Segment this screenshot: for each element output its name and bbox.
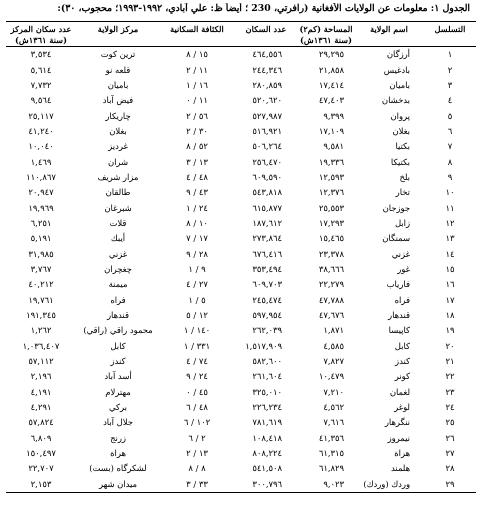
- table-row: [6, 108, 476, 123]
- table-row: [6, 62, 476, 77]
- cell-center: زرنج: [110, 432, 126, 443]
- table-row: [6, 216, 476, 231]
- header-center-population-note: (سنة ١٣٦١ش): [15, 35, 67, 45]
- cell-density: ١٥ / ٨: [186, 49, 208, 60]
- table-body: [6, 47, 476, 493]
- cell-center: مهترلام: [105, 386, 131, 397]
- cell-population: ٦٧٦,٤١٦: [252, 248, 282, 259]
- cell-area: ٢٩,٢٩٥: [318, 49, 344, 60]
- cell-center-population: ١,٠٣٦,٤٠٧: [22, 340, 60, 351]
- cell-density: ١٢ / ٥: [186, 310, 208, 321]
- cell-center: جلال آباد: [103, 417, 133, 428]
- cell-center: غزني: [108, 248, 128, 259]
- cell-province: بكتيكا: [390, 156, 410, 167]
- cell-population: ٣٢٥,٠١٠: [252, 386, 282, 397]
- cell-center-population: ٢٥,١١٧: [28, 110, 54, 121]
- cell-area: ٢٥,٥٥٣: [318, 202, 344, 213]
- cell-serial: ٢٦: [445, 432, 455, 443]
- header-serial: التسلسل: [434, 24, 466, 34]
- provinces-table: [6, 21, 476, 493]
- table-row: [6, 385, 476, 400]
- cell-serial: ١٨: [445, 310, 455, 321]
- cell-province: پروان: [390, 110, 410, 121]
- cell-density: ٤٨ / ٦: [186, 402, 208, 413]
- cell-area: ١٢,٥٩٣: [318, 171, 344, 182]
- cell-population: ٥٤١,٥٠٨: [252, 463, 282, 474]
- cell-population: ٣٠٠,٧٩٦: [252, 478, 282, 489]
- table-row: [6, 246, 476, 261]
- cell-population: ٥٩٧,٩٥٤: [252, 310, 282, 321]
- cell-center: ميدان شهر: [98, 478, 138, 489]
- cell-serial: ٢٥: [445, 417, 455, 428]
- cell-center: ترين كوت: [100, 49, 136, 60]
- cell-center: چاريكار: [105, 110, 131, 121]
- cell-center-population: ٥٧,٨٢٤: [28, 417, 54, 428]
- cell-center: محمود راقي (راقي): [83, 325, 153, 336]
- cell-province: كابل: [394, 340, 410, 351]
- cell-area: ١٠,٤٧٩: [318, 371, 344, 382]
- cell-center-population: ٣١,٩٨٥: [28, 248, 54, 259]
- header-density: الكثافة السكانية: [170, 24, 224, 34]
- cell-population: ٢٨٠,٨٥٩: [252, 79, 282, 90]
- cell-province: فراه: [394, 294, 410, 305]
- cell-province: بلخ: [399, 171, 410, 182]
- cell-center-population: ١٥٠,٤٩٧: [26, 448, 56, 459]
- cell-center-population: ١٩,٩٦٩: [28, 202, 54, 213]
- table-caption: الجدول ١: معلومات عن الولايات الأفغانية (رافرتي، 230 ؛ أيضاً ظ: علي آبادي، ١٩٩٢-١٩٩٣؛ محجوب، ٣٠):: [57, 3, 470, 14]
- cell-density: ٧٤ / ٤: [186, 356, 208, 367]
- cell-center: چغچران: [104, 263, 132, 274]
- cell-density: ١٦ / ١: [186, 79, 208, 90]
- cell-serial: ٦: [447, 125, 453, 136]
- cell-center-population: ٣,٧٦٧: [30, 263, 52, 274]
- cell-area: ١٩,٣٣٦: [318, 156, 344, 167]
- cell-population: ٢٥٦,٤٧٠: [252, 156, 282, 167]
- cell-area: ٧,٦١٦: [323, 417, 344, 428]
- cell-serial: ١٧: [445, 294, 455, 305]
- cell-center-population: ٧,٧٣٢: [30, 79, 52, 90]
- cell-population: ٥٤٣,٨١٨: [252, 187, 282, 198]
- cell-center: طالقان: [105, 187, 131, 198]
- cell-density: ٢٤ / ١: [186, 202, 208, 213]
- cell-province: وردك (وردك): [363, 478, 410, 489]
- header-center-population: عدد سكان المركز: [10, 24, 72, 34]
- cell-center: غرديز: [108, 141, 128, 152]
- cell-province: هراة: [394, 448, 410, 459]
- cell-population: ٢٧٣,٨٦٤: [252, 233, 282, 244]
- cell-density: ١٤٠ / ١: [183, 325, 211, 336]
- cell-serial: ٢: [447, 64, 453, 75]
- table-row: [6, 339, 476, 354]
- cell-area: ١٢,٣٧٦: [318, 187, 344, 198]
- header-province: اسم الولاية: [370, 24, 408, 34]
- cell-area: ٩,٥٨١: [323, 141, 344, 152]
- cell-population: ١٨٧,٦١٢: [252, 217, 282, 228]
- cell-population: ٥٢٠,٦٢٠: [252, 95, 282, 106]
- cell-area: ٢١,٨٥٨: [318, 64, 344, 75]
- cell-province: غور: [397, 263, 410, 274]
- cell-serial: ١٣: [445, 233, 455, 244]
- cell-serial: ٩: [447, 171, 453, 182]
- cell-center-population: ١,٤٦٩: [30, 156, 52, 167]
- cell-density: ٣٣١ / ١: [183, 340, 211, 351]
- cell-area: ١٧,٢٩٣: [318, 217, 344, 228]
- cell-area: ١٧,١٠٩: [318, 125, 344, 136]
- table-row: [6, 124, 476, 139]
- cell-serial: ١٦: [445, 279, 455, 290]
- cell-province: قندهار: [388, 310, 410, 321]
- cell-density: ٤٣ / ٩: [186, 187, 208, 198]
- cell-center: قلعه نو: [105, 64, 131, 75]
- cell-center: بركي: [109, 402, 127, 413]
- header-area: المساحة (كم٢): [299, 24, 353, 34]
- cell-center-population: ٤٠,٢١٢: [28, 279, 54, 290]
- cell-center-population: ١٠,٠٤٠: [28, 141, 54, 152]
- cell-serial: ١٠: [445, 187, 455, 198]
- table-row: [6, 431, 476, 446]
- header-row-notes: [6, 35, 476, 47]
- cell-center-population: ٢٢,٧٠٧: [28, 463, 54, 474]
- cell-province: زابل: [394, 217, 410, 228]
- cell-province: بكتيا: [395, 141, 410, 152]
- cell-population: ٣٥٣,٤٩٤: [252, 263, 282, 274]
- table-row: [6, 369, 476, 384]
- cell-center: قلات: [109, 217, 127, 228]
- cell-center: أسد آباد: [104, 371, 132, 382]
- cell-area: ٢٢,٢٧٩: [318, 279, 344, 290]
- cell-density: ٢٨ / ٩: [186, 248, 208, 259]
- cell-province: بدخشان: [381, 95, 410, 106]
- cell-area: ٤٧,٦٧٦: [318, 310, 344, 321]
- cell-serial: ٨: [447, 156, 453, 167]
- cell-population: ٢٢٦,٢٣٤: [252, 402, 282, 413]
- cell-center: باميان: [107, 79, 129, 90]
- cell-province: كندز: [395, 356, 410, 367]
- cell-serial: ٧: [447, 141, 453, 152]
- cell-density: ٢ / ٦: [188, 432, 206, 443]
- cell-population: ٤٦٤,٥٥٦: [252, 49, 282, 60]
- cell-province: أرزگان: [386, 49, 410, 60]
- cell-center-population: ١,٢٦٢: [30, 325, 52, 336]
- cell-serial: ٢١: [445, 356, 455, 367]
- cell-province: بغلان: [392, 125, 410, 136]
- cell-center-population: ٣,٥٣٤: [30, 49, 52, 60]
- cell-population: ٦٠٩,٧٠٣: [252, 279, 282, 290]
- cell-area: ٤٧,٤٠٣: [318, 95, 344, 106]
- cell-center-population: ١٩,٧٦١: [28, 294, 54, 305]
- cell-center-population: ٥,٦١٤: [30, 64, 52, 75]
- cell-province: لغمان: [389, 386, 410, 397]
- cell-serial: ٢٩: [445, 478, 455, 489]
- header-area-note: (سنة ١٣٦١ش): [300, 35, 352, 45]
- cell-province: لوغر: [394, 402, 410, 413]
- cell-population: ٧٨١,٦١٩: [252, 417, 282, 428]
- table-row: [6, 185, 476, 200]
- cell-serial: ١: [447, 49, 453, 60]
- table-row: [6, 78, 476, 93]
- cell-population: ٥٨٢,٦٠٠: [252, 356, 282, 367]
- table-row: [6, 231, 476, 246]
- cell-area: ٦١,٨٢٩: [318, 463, 344, 474]
- cell-area: ٣٨,٦٦٦: [318, 263, 344, 274]
- cell-density: ١٠٢ / ٦: [183, 417, 211, 428]
- cell-area: ٩,٠٢٣: [323, 478, 344, 489]
- table-row: [6, 262, 476, 277]
- cell-density: ٨ / ٨: [188, 463, 206, 474]
- cell-population: ٢٤٥,٤٧٤: [252, 294, 282, 305]
- cell-serial: ١٩: [445, 325, 455, 336]
- cell-serial: ٢٨: [445, 463, 455, 474]
- cell-province: كونر: [394, 371, 410, 382]
- cell-serial: ٢٧: [445, 448, 455, 459]
- table-row: [6, 415, 476, 430]
- cell-density: ٣٣ / ٣: [186, 478, 208, 489]
- cell-center: فيض آباد: [102, 95, 134, 106]
- cell-province: ننگرهار: [384, 417, 410, 428]
- cell-density: ١٧ / ٧: [186, 233, 208, 244]
- cell-province: نيمروز: [387, 432, 410, 443]
- cell-population: ٦١٥,٨٧٧: [252, 202, 282, 213]
- table-row: [6, 446, 476, 461]
- cell-province: غزني: [391, 248, 410, 259]
- cell-population: ١,٥١٧,٩٠٩: [245, 340, 282, 351]
- cell-population: ٥٠٦,٢٦٤: [252, 141, 282, 152]
- cell-serial: ٣: [447, 79, 453, 90]
- cell-population: ٦٠٩,٥٩٠: [252, 171, 282, 182]
- cell-population: ٢٤٤,٣٤٦: [252, 64, 282, 75]
- cell-province: تخار: [395, 187, 410, 198]
- cell-area: ٦١,٣١٥: [318, 448, 344, 459]
- header-row: [6, 22, 476, 36]
- cell-area: ٤٧,٧٨٨: [318, 294, 344, 305]
- header-population: عدد السكان: [245, 24, 287, 34]
- cell-center: شبرغان: [104, 202, 132, 213]
- cell-province: فارياب: [386, 279, 410, 290]
- table-row: [6, 323, 476, 338]
- table-row: [6, 47, 476, 63]
- cell-serial: ١٢: [445, 217, 455, 228]
- cell-serial: ٢٠: [445, 340, 455, 351]
- cell-density: ٤٨ / ٤: [186, 171, 208, 182]
- table-row: [6, 93, 476, 108]
- cell-density: ٩ / ١: [188, 263, 206, 274]
- cell-serial: ٥: [447, 110, 453, 121]
- cell-center-population: ٩,٥٦٤: [30, 95, 52, 106]
- cell-area: ١,٨٧١: [323, 325, 344, 336]
- cell-serial: ٢٤: [445, 402, 455, 413]
- cell-population: ١٠٨,٤١٨: [252, 432, 282, 443]
- cell-serial: ٤: [447, 95, 453, 106]
- cell-province: سمنگان: [382, 233, 410, 244]
- cell-center-population: ١٩١,٣٤٥: [26, 310, 56, 321]
- cell-serial: ٢٣: [445, 386, 455, 397]
- cell-center-population: ٤١,٢٤٠: [28, 125, 54, 136]
- cell-center: كندز: [110, 356, 126, 367]
- cell-density: ٥ / ١: [188, 294, 206, 305]
- cell-center-population: ٦,٨٠٩: [30, 432, 52, 443]
- cell-serial: ١١: [445, 202, 455, 213]
- cell-area: ١٥,٤٦٥: [318, 233, 344, 244]
- table-row: [6, 170, 476, 185]
- cell-density: ١٣ / ٢: [186, 448, 208, 459]
- cell-density: ٢٤ / ٩: [186, 371, 208, 382]
- cell-province: هلمند: [391, 463, 410, 474]
- cell-center-population: ٥,١٩١: [30, 233, 52, 244]
- cell-center-population: ٥٧,١١٢: [28, 356, 54, 367]
- cell-center: هراة: [110, 448, 126, 459]
- cell-population: ٥٢٧,٩٨٧: [252, 110, 282, 121]
- cell-density: ١٣ / ٣: [186, 156, 208, 167]
- cell-area: ٢٣,٣٧٨: [318, 248, 344, 259]
- cell-center-population: ٢,١٩٦: [30, 371, 52, 382]
- cell-center: ميمنة: [108, 279, 128, 290]
- cell-province: جوزجان: [382, 202, 410, 213]
- cell-population: ٢٦١,٦٠٤: [252, 371, 282, 382]
- cell-density: ١١ / ٢: [186, 64, 208, 75]
- cell-province: كاپيسا: [388, 325, 410, 336]
- cell-density: ٢٧ / ٤: [186, 279, 208, 290]
- cell-area: ٩,٣٩٩: [323, 110, 344, 121]
- cell-center-population: ٢٠,٩٤٧: [28, 187, 54, 198]
- cell-center-population: ٢,١٥٣: [30, 478, 52, 489]
- cell-area: ٤١,٣٥٦: [318, 432, 344, 443]
- table-row: [6, 400, 476, 415]
- table-row: [6, 308, 476, 323]
- table-row: [6, 461, 476, 476]
- cell-population: ٥١٦,٩٢١: [252, 125, 282, 136]
- cell-density: ١٠ / ٨: [186, 217, 208, 228]
- cell-center: مزار شريف: [97, 171, 139, 182]
- table-row: [6, 139, 476, 154]
- cell-area: ٤,٥٦٢: [323, 402, 344, 413]
- table-row: [6, 154, 476, 169]
- header-center: مركز الولاية: [97, 24, 139, 34]
- cell-area: ٧,٢١٠: [323, 386, 344, 397]
- cell-center-population: ٦,٢٥١: [30, 217, 52, 228]
- cell-density: ١١ / ٠: [186, 95, 208, 106]
- cell-center-population: ١١٠,٨٦٧: [26, 171, 56, 182]
- cell-area: ٧,٨٢٧: [323, 356, 344, 367]
- cell-serial: ١٥: [445, 263, 455, 274]
- cell-serial: ١٤: [445, 248, 455, 259]
- cell-population: ٢٦٢,٠٣٩: [252, 325, 282, 336]
- cell-population: ٨٠٨,٢٢٤: [252, 448, 282, 459]
- cell-center: قندهار: [107, 310, 129, 321]
- cell-center: شران: [107, 156, 129, 167]
- cell-density: ٣٠ / ٢: [186, 125, 208, 136]
- cell-area: ٤,٥٨٥: [323, 340, 344, 351]
- table-row: [6, 200, 476, 215]
- cell-province: بادغيس: [383, 64, 410, 75]
- table-row: [6, 293, 476, 308]
- cell-density: ٥٢ / ٨: [186, 141, 208, 152]
- cell-area: ١٧,٤١٤: [318, 79, 344, 90]
- cell-center: لشكرگاه (بست): [89, 463, 147, 474]
- cell-density: ٤٥ / ٠: [186, 386, 208, 397]
- cell-center-population: ٤,٢٩١: [30, 402, 52, 413]
- cell-province: باميان: [389, 79, 410, 90]
- table-row: [6, 354, 476, 369]
- cell-center: بغلان: [109, 125, 127, 136]
- cell-center: أيبك: [110, 233, 126, 244]
- cell-center: فراه: [110, 294, 126, 305]
- cell-serial: ٢٢: [445, 371, 455, 382]
- cell-density: ٥٦ / ٢: [186, 110, 208, 121]
- cell-center-population: ٤,١٩١: [30, 386, 52, 397]
- table-row: [6, 477, 476, 493]
- table-row: [6, 277, 476, 292]
- cell-center: كابل: [110, 340, 126, 351]
